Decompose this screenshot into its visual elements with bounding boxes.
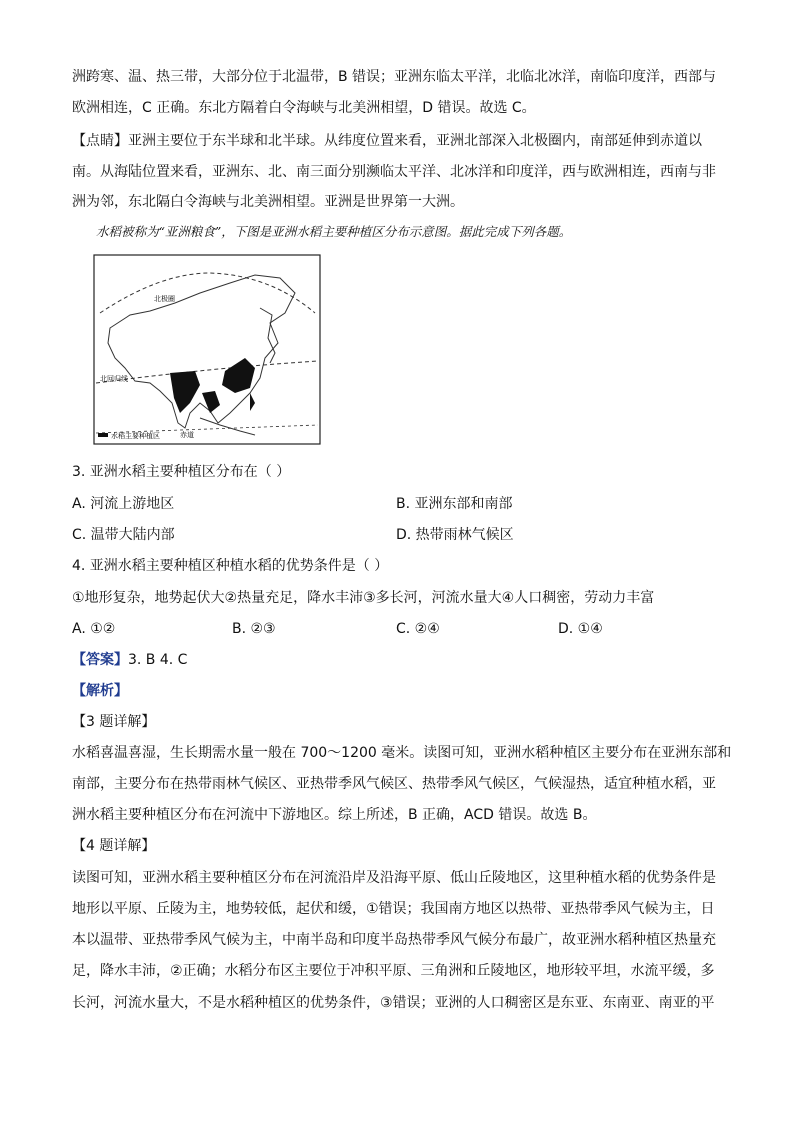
q4-option-a: A. ①② (72, 621, 116, 637)
arctic-circle-line (100, 273, 315, 313)
q4-option-b: B. ②③ (232, 621, 276, 637)
q3-detail-label: 【3 题详解】 (72, 714, 156, 730)
legend-label: 水稻主要种植区 (111, 432, 160, 440)
text-line: 足，降水丰沛，②正确；水稻分布区主要位于冲积平原、三角洲和丘陵地区，地形较平坦，水流平缓，多 (72, 963, 715, 979)
legend-swatch (98, 433, 108, 437)
arctic-label: 北极圈 (154, 295, 175, 303)
text-line: 读图可知，亚洲水稻主要种植区分布在河流沿岸及沿海平原、低山丘陵地区，这里种植水稻的优势条件是 (72, 870, 716, 886)
text-line: 水稻喜温喜湿，生长期需水量一般在 700～1200 毫米。读图可知，亚洲水稻种植区主要分布在亚洲东部和 (72, 745, 732, 761)
rice-region-philippines (250, 393, 255, 411)
rice-region-india (170, 371, 200, 413)
text-line: 洲跨寒、温、热三带，大部分位于北温带，B 错误；亚洲东临太平洋，北临北冰洋，南临印度洋，西部与 (72, 69, 717, 85)
text-line: 南。从海陆位置来看，亚洲东、北、南三面分别濒临太平洋、北冰洋和印度洋，西与欧洲相连，西南与非 (72, 164, 716, 180)
asia-outline (108, 275, 295, 428)
q4-option-c: C. ②④ (396, 621, 440, 637)
answer-text: 3. B 4. C (128, 652, 188, 668)
text-line: 【点睛】亚洲主要位于东半球和北半球。从纬度位置来看，亚洲北部深入北极圈内，南部延伸到赤道以 (72, 133, 702, 149)
answer-label: 【答案】 (72, 652, 128, 668)
q4-conditions: ①地形复杂，地势起伏大②热量充足，降水丰沛③多长河，河流水量大④人口稠密，劳动力丰富 (72, 590, 655, 606)
text-line: 南部，主要分布在热带雨林气候区、亚热带季风气候区、热带季风气候区，气候湿热，适宜种植水稻，亚 (72, 776, 716, 792)
q4-detail-label: 【4 题详解】 (72, 838, 156, 854)
equator-label: 赤道 (180, 431, 194, 439)
q3-stem: 3. 亚洲水稻主要种植区分布在（ ） (72, 464, 291, 480)
q4-stem: 4. 亚洲水稻主要种植区种植水稻的优势条件是（ ） (72, 558, 389, 574)
q4-option-d: D. ①④ (558, 621, 603, 637)
text-line: 洲为邻，东北隔白令海峡与北美洲相望。亚洲是世界第一大洲。 (72, 194, 464, 210)
indonesia-outline (200, 418, 255, 435)
tropic-label: 北回归线 (100, 375, 128, 383)
text-line: 长河，河流水量大，不是水稻种植区的优势条件，③错误；亚洲的人口稠密区是东亚、东南亚、南亚的平 (72, 995, 715, 1011)
rice-region-china (222, 358, 255, 393)
rice-region-indochina (202, 391, 220, 413)
text-line: 欧洲相连，C 正确。东北方隔着白令海峡与北美洲相望，D 错误。故选 C。 (72, 100, 536, 116)
figure-caption: 水稻被称为“亚洲粮食”，下图是亚洲水稻主要种植区分布示意图。据此完成下列各题。 (96, 224, 572, 239)
q3-option-c: C. 温带大陆内部 (72, 527, 175, 543)
analysis-label: 【解析】 (72, 683, 128, 699)
q3-option-b: B. 亚洲东部和南部 (396, 496, 513, 512)
answer-line (72, 650, 187, 670)
text-line: 地形以平原、丘陵为主，地势较低，起伏和缓，①错误；我国南方地区以热带、亚热带季风气候为主，日 (72, 901, 715, 917)
q3-option-a: A. 河流上游地区 (72, 496, 175, 512)
text-line: 洲水稻主要种植区分布在河流中下游地区。综上所述，B 正确，ACD 错误。故选 B。 (72, 807, 597, 823)
q3-option-d: D. 热带雨林气候区 (396, 527, 514, 543)
tropic-line (96, 361, 318, 383)
asia-rice-map (90, 253, 322, 447)
text-line: 本以温带、亚热带季风气候为主，中南半岛和印度半岛热带季风气候分布最广，故亚洲水稻种植区热量充 (72, 932, 716, 948)
map-frame (94, 255, 320, 444)
